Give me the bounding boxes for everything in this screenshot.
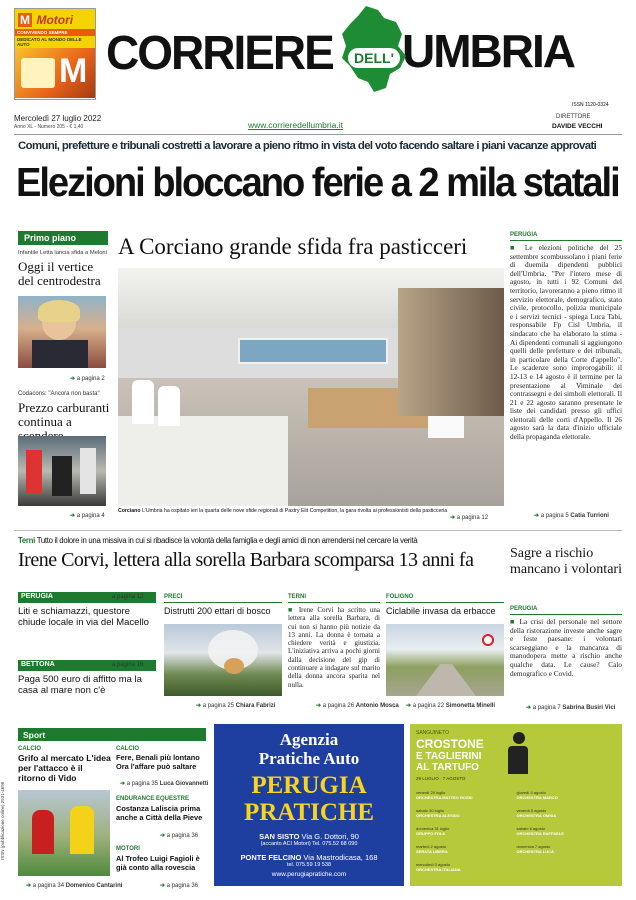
short-bettona-ref[interactable]: a pagina 16: [112, 662, 144, 668]
masthead-title-right: UMBRIA: [402, 25, 574, 77]
sagre-label: PERUGIA: [510, 606, 538, 612]
motori-sub1: CONVIVENDO SEMPRE: [15, 29, 95, 36]
short-perugia-ref[interactable]: a pagina 12: [112, 594, 144, 600]
ad-addr2-phone: tel. 075.59 19 538: [286, 862, 332, 868]
director-label: DIRETTORE: [556, 114, 591, 120]
calcio2-title[interactable]: Fere, Benali più lontano Ora l'affare può saltare: [116, 753, 200, 771]
primo-piano-item1-kicker: Infantile Letta lancia sfida a Meloni: [18, 250, 107, 256]
crostone-event: sabato 6 agosto ORCHESTRA RAFFAELE: [516, 826, 564, 836]
calcio1-title[interactable]: Grifo al mercato L'idea per l'attacco è il ritorno di Vido: [18, 753, 111, 783]
ad-site: www.perugiapratiche.com: [271, 871, 347, 878]
masthead-title-left: CORRIERE: [106, 25, 333, 80]
motori-label: MOTORI: [116, 846, 140, 852]
meloni-photo: [18, 296, 106, 368]
perugia-col-rule: [510, 240, 622, 241]
preci-title[interactable]: Distrutti 200 ettari di bosco: [164, 606, 271, 616]
issue-info: Anno XL - Numero 205 - € 1,40: [14, 124, 84, 130]
date: Mercoledì 27 luglio 2022: [14, 114, 102, 123]
crostone-title3: AL TARTUFO: [416, 762, 479, 773]
calcio1-label: CALCIO: [18, 746, 41, 752]
football-photo: [18, 790, 110, 876]
ad-agenzia-brand1: PERUGIA: [251, 772, 367, 799]
headline[interactable]: Elezioni bloccano ferie a 2 mila statali: [16, 159, 619, 205]
preci-ref[interactable]: ➔ a pagina 25 Chiara Fabrizi: [196, 703, 276, 709]
primo-piano-item1-title[interactable]: Oggi il vertice del centrodestra: [18, 259, 101, 288]
calcio2-label: CALCIO: [116, 746, 139, 752]
terni-headline[interactable]: Irene Corvi, lettera alla sorella Barbara scomparsa 13 anni fa: [18, 549, 474, 571]
primo-piano-item2-title[interactable]: Prezzo carburanti continua a: [18, 400, 110, 429]
crostone-event: sabato 30 luglio ORCHESTRA ALESSIO: [416, 808, 460, 818]
crostone-event: martedì 2 agosto SERATA LIBERA: [416, 844, 448, 854]
calcio1-ref[interactable]: ➔ a pagina 34 Domenico Cantarini: [26, 883, 123, 889]
primo-piano-item2-kicker: Codacons: "Ancora non basta": [18, 391, 100, 397]
sagre-text: ■ La crisi del personale nel settore della ristorazione investe anche sagre e feste paesane: i volontari scarseggiano e la mancanza di manodopera mette a rischio anche qualche data. Le cause? Calo demografico e Covid.: [510, 618, 622, 678]
endurance-label: ENDURANCE EQUESTRE: [116, 796, 190, 802]
sagre-ref[interactable]: ➔ a pagina 7 Sabrina Busiri Vici: [526, 705, 616, 711]
crostone-events: [416, 786, 616, 876]
motori-title[interactable]: Al Trofeo Luigi Fagioli è già conto alla rovescia: [116, 854, 200, 872]
terni-story-label: TERNI: [288, 594, 306, 600]
pastry-competition-photo: [118, 268, 504, 506]
terni-top-rule: [14, 530, 622, 531]
short-bettona-label: BETTONA: [18, 660, 156, 671]
sagre-rule: [510, 614, 622, 615]
masthead-rule: [14, 134, 622, 135]
issn: ISSN 1120-0324: [572, 102, 609, 108]
ad-agenzia-line1: Agenzia: [279, 730, 339, 749]
foligno-title[interactable]: Ciclabile invasa da erbacce: [386, 606, 496, 616]
crostone-event: domenica 31 luglio GRUPPO FOLK: [416, 826, 450, 836]
motori-ref[interactable]: ➔ a pagina 36: [160, 883, 199, 889]
ad-agenzia-brand2: PRATICHE: [243, 799, 375, 826]
umbria-region-map-icon: [338, 4, 410, 94]
crostone-place: SANGUINETO: [416, 730, 449, 736]
kicker: Comuni, prefetture e tribunali costretti a lavorare a pieno ritmo in vista del voto facendo saltare i piani vacanze approvati: [18, 140, 597, 152]
crostone-event: domenica 7 agosto ORCHESTRA LUCA: [516, 844, 554, 854]
crostone-title2: E TAGLIERINI: [416, 751, 482, 762]
ad-perugia-pratiche[interactable]: [214, 724, 404, 886]
cycle-path-photo: [386, 624, 504, 696]
endurance-ref[interactable]: ➔ a pagina 36: [160, 833, 199, 839]
terni-story-text: ■ Irene Corvi ha scritto una lettera alla sorella Barbara, di cui non si hanno più notizie da 13 anni. La donna è tornata a chiedere verità e giustizia. L'iniziativa arriva a pochi giorni dalla decisione del gip di continuare a indagare sul marito della donna ancora sparita nel nulla.: [288, 606, 380, 689]
foligno-label: FOLIGNO: [386, 594, 414, 600]
terni-kicker: Terni Tutto il dolore in una missiva in cui si ribadisce la volontà della famiglia e degli amici di non arrendersi nel cercare la verità: [18, 536, 418, 545]
crostone-event: venerdì 29 luglio ORCHESTRA MATTEO ROSSI: [416, 790, 473, 800]
motori-brand: Motori: [36, 13, 74, 27]
footer-vertical: ISSN (pubblicazione online) 2531-4696: [0, 781, 5, 860]
terni-story-ref[interactable]: ➔ a pagina 26 Antonio Mosca: [316, 703, 399, 709]
calcio2-ref[interactable]: ➔ a pagina 35 Luca Giovannetti: [120, 781, 209, 787]
ad-addr1-note: (accanto ACI Motori) Tel. 075.52 68 090: [260, 841, 358, 847]
short-perugia-title[interactable]: Liti e schiamazzi, questore chiude locale in via del Macello: [18, 606, 149, 628]
wildfire-photo: [164, 624, 282, 696]
main-story-title[interactable]: A Corciano grande sfida fra pasticceri: [118, 234, 468, 259]
main-story-ref[interactable]: ➔ a pagina 12: [450, 515, 489, 521]
primo-piano-label: Primo piano: [18, 231, 108, 245]
website-link[interactable]: www.corrieredellumbria.it: [248, 120, 343, 130]
ad-crostone[interactable]: [410, 724, 622, 886]
motori-logo-icon: M: [20, 13, 30, 27]
sport-label: Sport: [18, 728, 206, 741]
primo-piano-item2-ref[interactable]: ➔ a pagina 4: [70, 513, 105, 519]
motori-promo[interactable]: [14, 8, 96, 100]
foligno-rule: [386, 602, 504, 603]
foligno-ref[interactable]: ➔ a pagina 22 Simonetta Minelli: [406, 703, 496, 709]
crostone-dates: 29 LUGLIO · 7 AGOSTO: [416, 776, 466, 781]
short-bettona-title[interactable]: Paga 500 euro di affitto ma la casa al mare non c'è: [18, 674, 142, 696]
sagre-title[interactable]: Sagre a rischio mancano i volontari: [510, 546, 622, 577]
crostone-title1: CROSTONE: [416, 737, 484, 751]
motori-sub2: DEDICATO AL MONDO DELLE AUTO: [15, 36, 95, 48]
main-story-caption: Corciano L'Umbria ha ospitato ieri la quarta delle nove sfide regionali di Pastry Elit Competition, la gara rivolta ai professionisti della pasticceria: [118, 508, 448, 514]
fuel-pump-photo: [18, 436, 106, 506]
terni-story-rule: [288, 602, 380, 603]
crostone-event: giovedì 4 agosto ORCHESTRA MARCO: [516, 790, 558, 800]
perugia-col-label: PERUGIA: [510, 232, 538, 238]
preci-label: PRECI: [164, 594, 183, 600]
ad-addr1: SAN SISTO Via G. Dottori, 90: [259, 832, 359, 841]
motori-car-image: M: [15, 48, 95, 98]
perugia-col-ref[interactable]: ➔ a pagina 5 Catia Turrioni: [534, 513, 609, 519]
crostone-event: mercoledì 3 agosto ORCHESTRA ITALIANA: [416, 862, 461, 872]
endurance-title[interactable]: Costanza Laliscia prima anche a Città della Pieve: [116, 804, 203, 822]
ad-agenzia-line2: Pratiche Auto: [258, 749, 360, 768]
preci-rule: [164, 602, 282, 603]
crostone-figure-icon: [508, 732, 530, 776]
perugia-col-text: ■ Le elezioni politiche del 25 settembre scombussolano i piani ferie di duemila dipendenti pubblici dell'Umbria. "Per l'intero mese di agosto, in tutti i 92 Comuni del territorio, lavoreranno a pieno ritmo il servizio elettorale, demografico, stato civile, protocollo, polizia municipale e i servizi tecnici - spiega Luca Tabi, responsabile Fp Cisl Umbria, il sindacato che ha elaborato la stima - Ai dipendenti comunali si aggiungono quelli delle prefetture e dei tribunali, in particolare della Corte d'appello". Le scadenze sono improrogabili: il 12-13 e 14 agosto è il termine per la presentazione al Viminale dei contrassegni e dei simboli elettorali. Il 21 e 22 agosto saranno presentate le liste dei candidati presso gli uffici elettorali delle corti d'Appello. Il 26 agosto sarà la data d'inizio ufficiale della propaganda elettorale.: [510, 244, 622, 442]
short-perugia-label: PERUGIA: [18, 592, 156, 603]
masthead-dell-badge: DELL': [348, 48, 400, 68]
director-name: DAVIDE VECCHI: [552, 123, 603, 130]
crostone-event: venerdì 5 agosto ORCHESTRA OMNIA: [516, 808, 557, 818]
ad-addr2: PONTE FELCINO Via Mastrodicasa, 168: [240, 853, 378, 862]
primo-piano-item1-ref[interactable]: ➔ a pagina 2: [70, 376, 105, 382]
